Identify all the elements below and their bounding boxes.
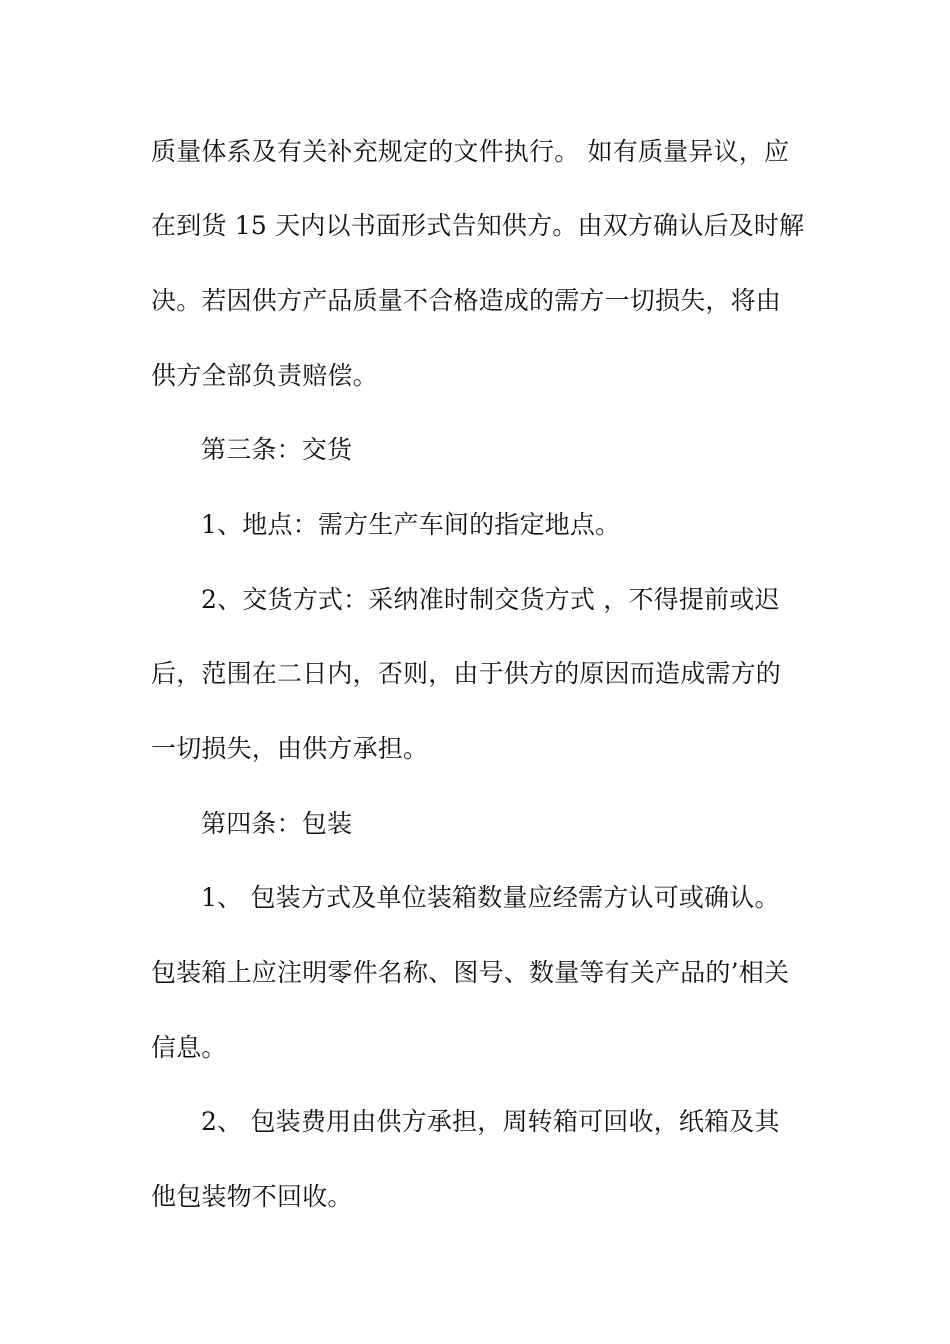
section-heading: 第四条：包装 [201,809,353,838]
text-line: 后，范围在二日内，否则，由于供方的原因而造成需方的 [151,659,782,688]
text-line: 2、 包装费用由供方承担，周转箱可回收，纸箱及其 [201,1107,780,1136]
text-line: 一切损失，由供方承担。 [151,734,429,763]
text-line: 在到货 15 天内以书面形式告知供方。由双方确认后及时解 [151,211,805,240]
section-heading: 第三条：交货 [201,435,353,464]
text-line: 决。若因供方产品质量不合格造成的需方一切损失，将由 [151,286,782,315]
text-line: 1、 包装方式及单位装箱数量应经需方认可或确认。 [201,883,780,912]
text-line: 包装箱上应注明零件名称、图号、数量等有关产品的’相关 [151,958,790,987]
text-line: 质量体系及有关补充规定的文件执行。 如有质量异议，应 [151,137,790,166]
text-line: 1、地点：需方生产车间的指定地点。 [201,510,621,539]
text-line: 他包装物不回收。 [151,1182,353,1211]
text-line: 供方全部负责赔偿。 [151,361,378,390]
text-line: 2、交货方式：采纳准时制交货方式 ，不得提前或迟 [201,585,780,614]
text-line: 信息。 [151,1033,227,1062]
